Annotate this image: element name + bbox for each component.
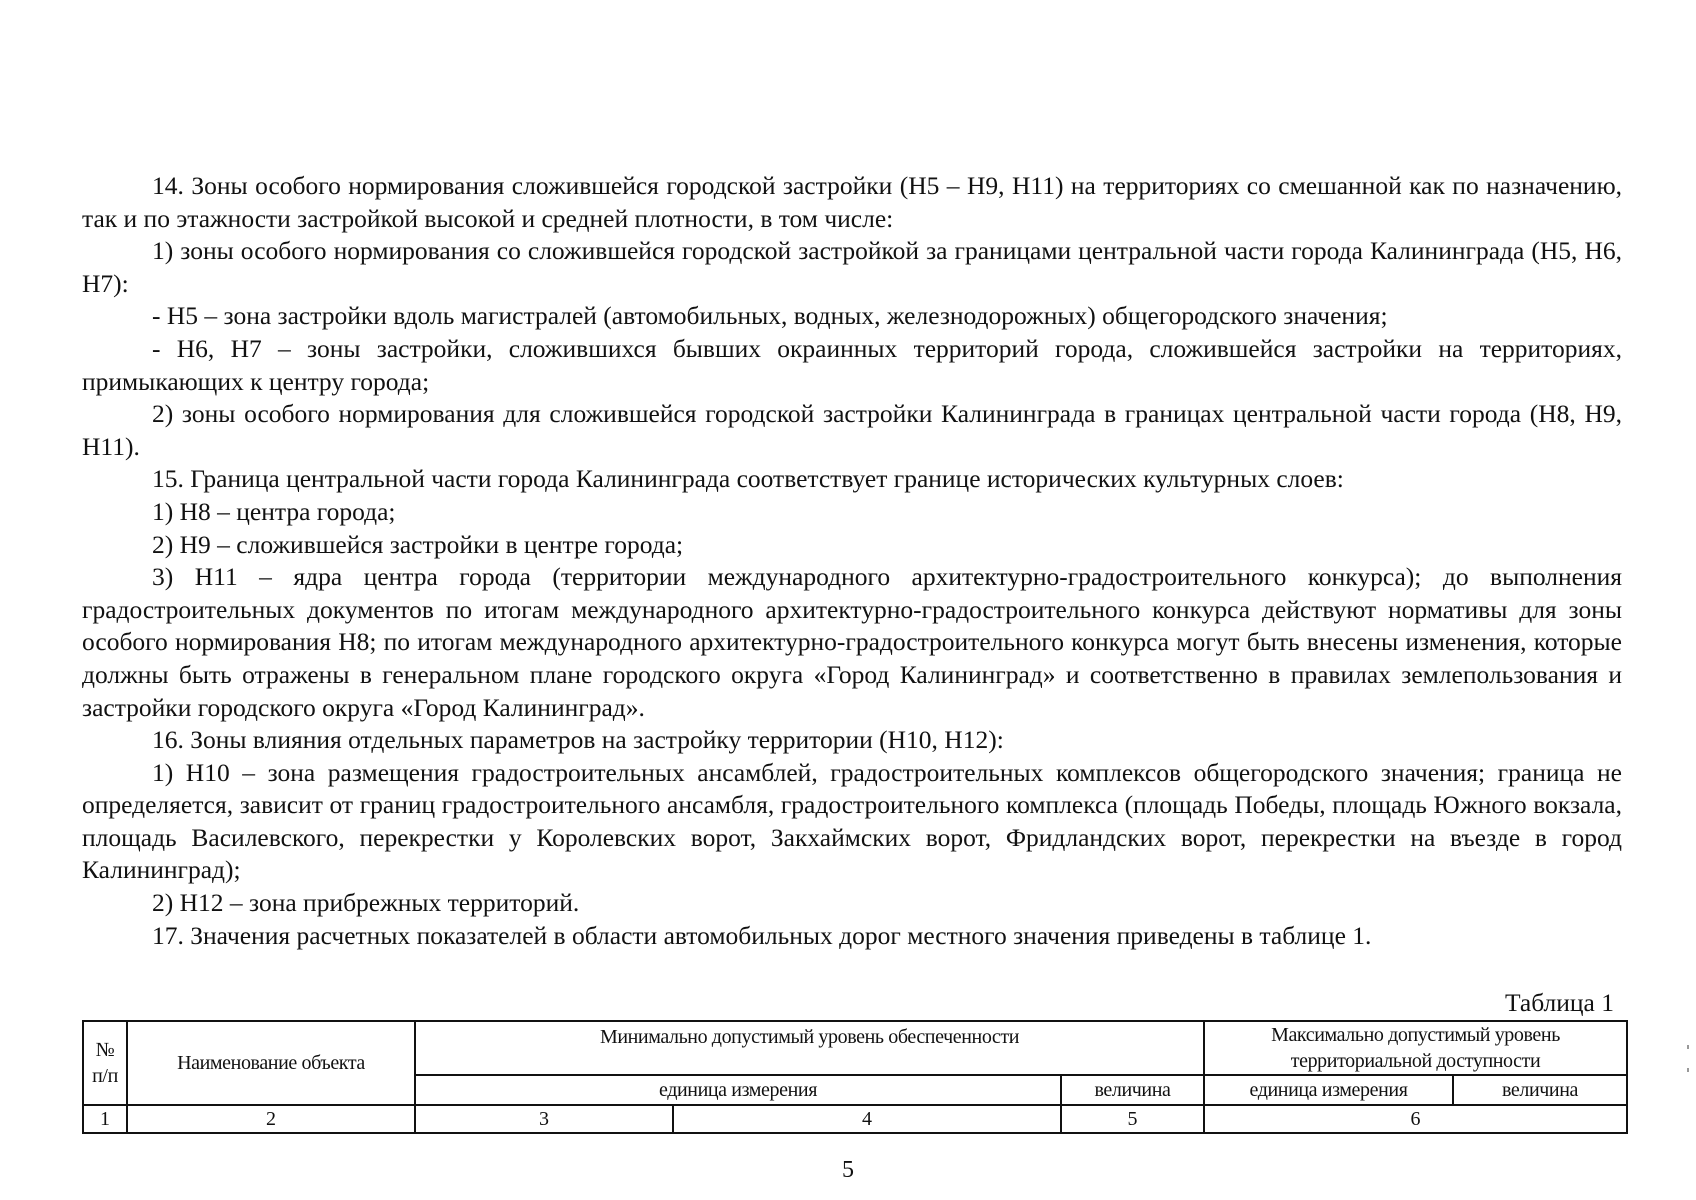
table-caption: Таблица 1	[1504, 988, 1614, 1018]
scan-artifact	[1687, 1045, 1689, 1049]
subheader-max-unit: единица измерения	[1204, 1075, 1453, 1105]
paragraph-16-1: 1) Н10 – зона размещения градостроительных ансамблей, градостроительных комплексов общегородского значения; граница не определяется, зависит от границ градостроительного ансамбля, градостроительного комплекса (площадь Победы, площадь Южного вокзала, площадь Василевского, перекрестки у Королевских ворот, Закхаймских ворот, Фридландских ворот, перекрестки на въезде в город Калининград);	[82, 757, 1622, 885]
document-page	[82, 170, 1622, 1134]
paragraph-15-1: 1) Н8 – центра города;	[152, 496, 396, 526]
paragraph-17: 17. Значения расчетных показателей в области автомобильных дорог местного значения приведены в таблице 1.	[152, 920, 1372, 950]
table-cell: 6	[1204, 1105, 1627, 1133]
scan-artifact	[1687, 1068, 1689, 1072]
subheader-min-value: величина	[1061, 1075, 1204, 1105]
table-cell: 5	[1061, 1105, 1204, 1133]
paragraph-16: 16. Зоны влияния отдельных параметров на застройку территории (Н10, Н12):	[152, 725, 1004, 755]
table-cell: 2	[127, 1105, 415, 1133]
subheader-max-value: величина	[1453, 1075, 1627, 1105]
table-cell: 1	[83, 1105, 127, 1133]
header-name: Наименование объекта	[127, 1021, 415, 1105]
paragraph-15-2: 2) Н9 – сложившейся застройки в центре города;	[152, 529, 684, 559]
paragraph-14-1: 1) зоны особого нормирования со сложившейся городской застройкой за границами центральной части города Калининграда (Н5, Н6, Н7):	[82, 236, 1622, 298]
table-numbering-row	[83, 1105, 1627, 1133]
paragraph-14-2: 2) зоны особого нормирования для сложившейся городской застройки Калининграда в границах центральной части города (Н8, Н9, Н11).	[82, 399, 1622, 461]
paragraph-14-1-h6-h7: - Н6, Н7 – зоны застройки, сложившихся бывших окраинных территорий города, сложившейся застройки на территориях, примыкающих к центру города;	[82, 333, 1622, 396]
paragraph-15: 15. Граница центральной части города Калининграда соответствует границе исторических культурных слоев:	[152, 464, 1344, 494]
subheader-min-unit: единица измерения	[415, 1075, 1061, 1105]
paragraph-15-3: 3) Н11 – ядра центра города (территории международного архитектурно-градостроительного конкурса); до выполнения градостроительных документов по итогам международного архитектурно-градостроительного конкурса действуют нормативы для зоны особого нормирования Н8; по итогам международного архитектурно-градостроительного конкурса могут быть внесены изменения, которые должны быть отражены в генеральном плане городского округа «Город Калининград» и соответственно в правилах землепользования и застройки городского округа «Город Калининград».	[82, 562, 1622, 722]
header-min-level: Минимально допустимый уровень обеспеченности	[415, 1021, 1204, 1075]
paragraph-14-1-h5: - Н5 – зона застройки вдоль магистралей (автомобильных, водных, железнодорожных) общегородского значения;	[152, 301, 1388, 331]
paragraph-14: 14. Зоны особого нормирования сложившейся городской застройки (Н5 – Н9, Н11) на территориях со смешанной как по назначению, так и по этажности застройкой высокой и средней плотности, в том числе:	[82, 171, 1622, 233]
header-max-level: Максимально допустимый уровень территориальной доступности	[1204, 1021, 1627, 1075]
page-number: 5	[842, 1157, 854, 1183]
paragraph-16-2: 2) Н12 – зона прибрежных территорий.	[152, 888, 580, 918]
table-cell: 3	[415, 1105, 673, 1133]
table-header-row	[83, 1021, 1627, 1075]
header-num: № п/п	[83, 1021, 127, 1105]
table-cell: 4	[673, 1105, 1061, 1133]
indicators-table	[82, 1020, 1628, 1134]
